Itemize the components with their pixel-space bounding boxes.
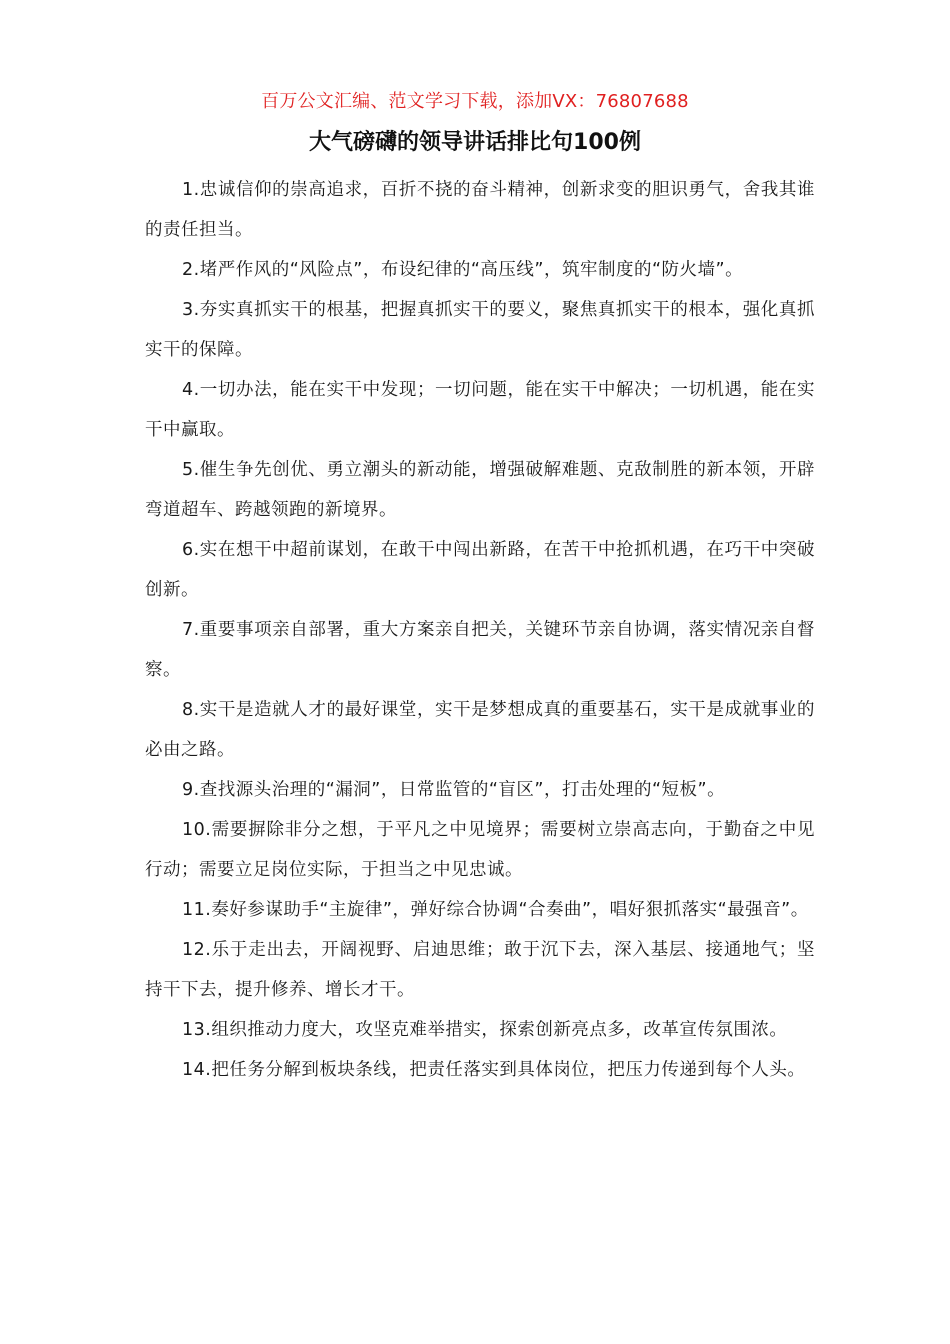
paragraph-1: 1.忠诚信仰的崇高追求，百折不挠的奋斗精神，创新求变的胆识勇气，舍我其谁的责任担当。 (145, 180, 815, 240)
paragraph-4: 4.一切办法，能在实干中发现；一切问题，能在实干中解决；一切机遇，能在实干中赢取。 (145, 380, 815, 440)
promo-banner: 百万公文汇编、范文学习下载，添加VX：76807688 (261, 91, 689, 112)
paragraph-10: 10.需要摒除非分之想，于平凡之中见境界；需要树立崇高志向，于勤奋之中见行动；需要立足岗位实际，于担当之中见忠诚。 (145, 820, 815, 880)
paragraph-9: 9.查找源头治理的“漏洞”，日常监管的“盲区”，打击处理的“短板”。 (182, 780, 726, 800)
paragraph-5: 5.催生争先创优、勇立潮头的新动能，增强破解难题、克敌制胜的新本领，开辟弯道超车、跨越领跑的新境界。 (145, 460, 815, 520)
paragraph-2: 2.堵严作风的“风险点”，布设纪律的“高压线”，筑牢制度的“防火墙”。 (182, 260, 744, 280)
paragraph-12: 12.乐于走出去，开阔视野、启迪思维；敢于沉下去，深入基层、接通地气；坚持干下去，提升修养、增长才干。 (145, 940, 815, 1000)
paragraph-11: 11.奏好参谋助手“主旋律”，弹好综合协调“合奏曲”，唱好狠抓落实“最强音”。 (182, 900, 809, 920)
document-body (145, 170, 815, 1090)
paragraph-3: 3.夯实真抓实干的根基，把握真抓实干的要义，聚焦真抓实干的根本，强化真抓实干的保障。 (145, 300, 815, 360)
paragraph-8: 8.实干是造就人才的最好课堂，实干是梦想成真的重要基石，实干是成就事业的必由之路。 (145, 700, 815, 760)
paragraph-14: 14.把任务分解到板块条线，把责任落实到具体岗位，把压力传递到每个人头。 (182, 1060, 806, 1080)
page-title: 大气磅礴的领导讲话排比句100例 (309, 130, 641, 155)
paragraph-13: 13.组织推动力度大，攻坚克难举措实，探索创新亮点多，改革宣传氛围浓。 (182, 1020, 788, 1040)
paragraph-7: 7.重要事项亲自部署，重大方案亲自把关，关键环节亲自协调，落实情况亲自督察。 (145, 620, 815, 680)
paragraph-6: 6.实在想干中超前谋划，在敢干中闯出新路，在苦干中抢抓机遇，在巧干中突破创新。 (145, 540, 815, 600)
